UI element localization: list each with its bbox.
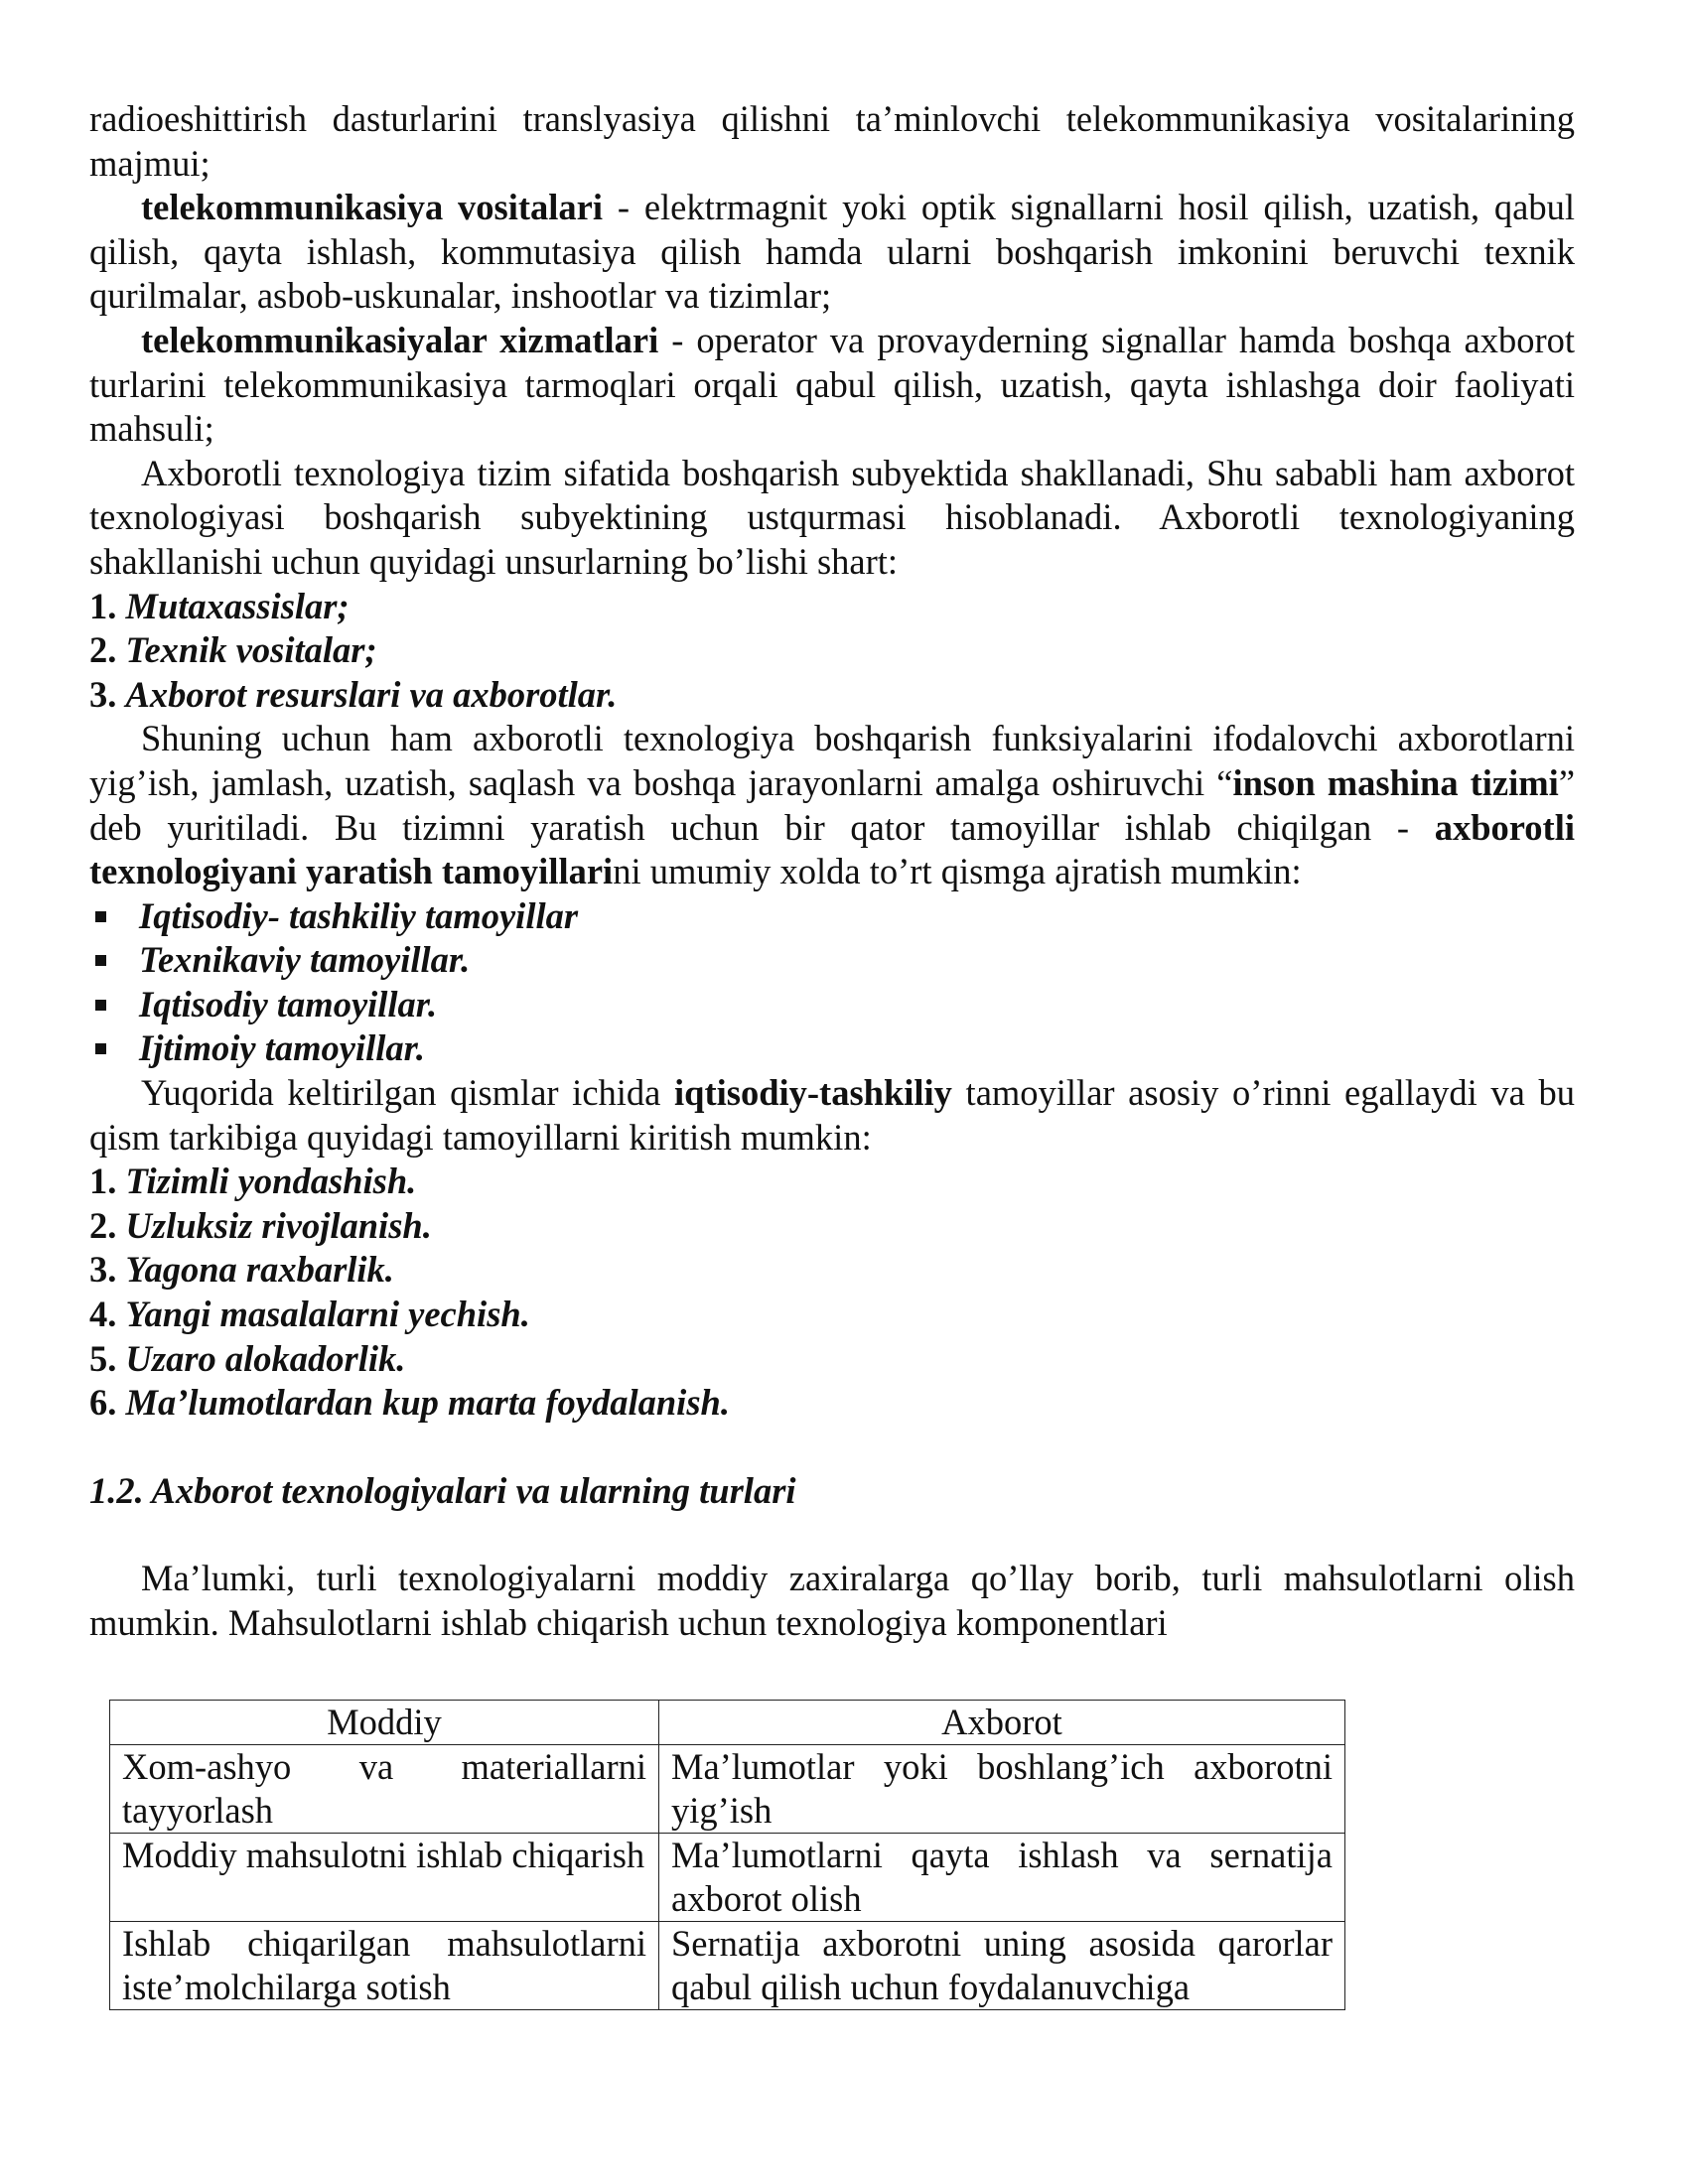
bullet-text: Iqtisodiy tamoyillar. (139, 983, 438, 1024)
table-cell: Sernatija axborotni uning asosida qarorlar qabul qilish uchun foydalanuvchiga (659, 1922, 1345, 2010)
list-number: 1. (89, 585, 117, 626)
square-bullet-icon (95, 911, 106, 922)
table-header-row (110, 1701, 1345, 1745)
list-number: 4. (89, 1294, 117, 1335)
list-item (89, 1204, 1575, 1249)
list-text: Yagona raxbarlik. (125, 1249, 394, 1291)
list-text: Mutaxassislar; (125, 585, 350, 626)
square-bullet-icon (95, 1000, 106, 1011)
bullet-text: Ijtimoiy tamoyillar. (139, 1027, 425, 1069)
components-table (109, 1700, 1345, 2010)
text-run: ” deb yuritiladi. Bu tizimni yaratish uchun bir qator tamoyillar ishlab chiqilgan - (89, 761, 1576, 848)
bullet-text: Iqtisodiy- tashkiliy tamoyillar (139, 894, 579, 936)
column-header-material: Moddiy (110, 1701, 659, 1745)
bullet-item (89, 894, 1575, 939)
spacer (89, 1513, 1575, 1557)
list-item (89, 1160, 1575, 1204)
definition-telecom-services: - operator va provayderning signallar hamda boshqa axborot turlarini telekommunikasiya tarmoqlari orqali qabul qilish, uzatish, qayta ishlashga doir faoliyati mahsuli; (89, 319, 1575, 450)
list-number: 3. (89, 673, 117, 715)
table-row (110, 1834, 1345, 1922)
bullet-list-principles (89, 894, 1575, 1071)
list-text: Uzaro alokadorlik. (125, 1337, 406, 1379)
list-item (89, 1337, 1575, 1382)
bullet-item (89, 938, 1575, 983)
bullet-item (89, 983, 1575, 1027)
text-run: tamoyillar asosiy o’rinni egallaydi va bu qism tarkibiga quyidagi tamoyillarni kiritish mumkin: (89, 1072, 1576, 1158)
list-number: 2. (89, 629, 117, 671)
paragraph-telecom-means (89, 186, 1575, 319)
bullet-text: Texnikaviy tamoyillar. (139, 939, 471, 981)
square-bullet-icon (95, 955, 106, 966)
list-number: 5. (89, 1337, 117, 1379)
list-item (89, 1381, 1575, 1426)
term-economic-org: iqtisodiy-tashkiliy (674, 1072, 952, 1114)
section-heading (89, 1469, 1575, 1514)
term-human-machine-system: inson mashina tizimi (1232, 761, 1559, 803)
list-item (89, 628, 1575, 673)
term-telecom-services: telekommunikasiyalar xizmatlari (141, 319, 659, 360)
list-number: 1. (89, 1160, 117, 1202)
bullet-item (89, 1026, 1575, 1071)
numbered-list-principles (89, 1160, 1575, 1426)
list-text: Texnik vositalar; (125, 629, 377, 671)
numbered-list-elements (89, 585, 1575, 718)
paragraph-economic-org (89, 1071, 1575, 1160)
term-telecom-means: telekommunikasiya vositalari (141, 187, 604, 228)
text-run: ni umumiy xolda to’rt qismga ajratish mumkin: (613, 851, 1302, 892)
term-principles: axborotli texnologiyani yaratish tamoyillari (89, 806, 1575, 892)
definition-telecom-means: - elektrmagnit yoki optik signallarni hosil qilish, uzatish, qabul qilish, qayta ishlash, kommutasiya qilish hamda ularni boshqarish imkonini beruvchi texnik qurilmalar, asbob-uskunalar, inshootlar va tizimlar; (89, 187, 1575, 317)
list-item (89, 673, 1575, 718)
list-number: 6. (89, 1382, 117, 1424)
table-cell: Xom-ashyo va materiallarni tayyorlash (110, 1745, 659, 1834)
paragraph-intro: radioeshittirish dasturlarini translyasiya qilishni ta’minlovchi telekommunikasiya vositalarining majmui; (89, 98, 1575, 184)
square-bullet-icon (95, 1043, 106, 1054)
table-cell: Ma’lumotlar yoki boshlang’ich axborotni yig’ish (659, 1745, 1345, 1834)
paragraph-it-formation: Axborotli texnologiya tizim sifatida boshqarish subyektida shakllanadi, Shu sababli ham axborot texnologiyasi boshqarish subyektining ustqurmasi hisoblanadi. Axborotli texnologiyaning shakllanishi uchun quyidagi unsurlarning bo’lishi shart: (89, 452, 1575, 582)
table-cell: Moddiy mahsulotni ishlab chiqarish (110, 1834, 659, 1922)
list-number: 2. (89, 1204, 117, 1246)
paragraph-telecom-services (89, 319, 1575, 452)
table-row (110, 1745, 1345, 1834)
list-item (89, 585, 1575, 629)
table-row (110, 1922, 1345, 2010)
section-heading-text: 1.2. Axborot texnologiyalari va ularning turlari (89, 1469, 796, 1511)
text-run: Shuning uchun ham axborotli texnologiya boshqarish funksiyalarini ifodalovchi axborotlarni yig’ish, jamlash, uzatish, saqlash va boshqa jarayonlarni amalga oshiruvchi “ (89, 718, 1575, 803)
list-item (89, 1248, 1575, 1293)
paragraph-human-machine (89, 717, 1575, 893)
list-item (89, 1293, 1575, 1337)
paragraph-technology-components: Ma’lumki, turli texnologiyalarni moddiy zaxiralarga qo’llay borib, turli mahsulotlarni olish mumkin. Mahsulotlarni ishlab chiqarish uchun texnologiya komponentlari (89, 1558, 1575, 1643)
table-cell: Ma’lumotlarni qayta ishlash va sernatija axborot olish (659, 1834, 1345, 1922)
table-cell: Ishlab chiqarilgan mahsulotlarni iste’molchilarga sotish (110, 1922, 659, 2010)
spacer (89, 1426, 1575, 1469)
list-text: Tizimli yondashish. (125, 1160, 417, 1202)
column-header-information: Axborot (659, 1701, 1345, 1745)
list-text: Uzluksiz rivojlanish. (125, 1204, 432, 1246)
list-number: 3. (89, 1249, 117, 1291)
list-text: Yangi masalalarni yechish. (125, 1294, 530, 1335)
list-text: Axborot resurslari va axborotlar. (125, 673, 618, 715)
document-body (89, 97, 1575, 1646)
list-text: Ma’lumotlardan kup marta foydalanish. (125, 1382, 730, 1424)
text-run: Yuqorida keltirilgan qismlar ichida (141, 1072, 674, 1114)
